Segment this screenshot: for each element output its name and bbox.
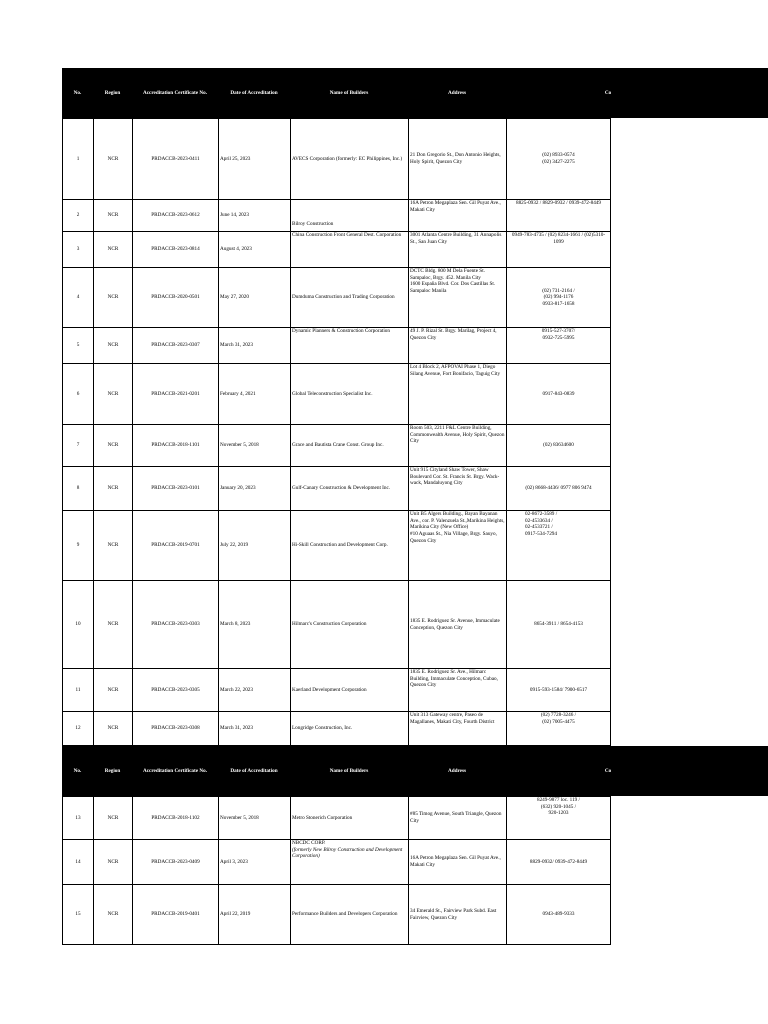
table-row	[63, 885, 611, 945]
cell-contact: 8654-3911 / 8654-4153	[507, 581, 611, 669]
cell-address: 49 J. P. Rizal St. Brgy. Marilag, Project 4, Quezon City	[409, 328, 507, 364]
cell-contact: (02) 8933-0574 (02) 3427-2275	[507, 119, 611, 200]
cell-no: 4	[63, 268, 94, 328]
cell-name: China Construction Front General Dest. Corporation	[291, 232, 409, 268]
table-row	[63, 511, 611, 581]
cell-address: Lot 4 Block 2, AFPOVAI Phase 1, Diego Silang Avenue, Fort Bonifacio, Taguig City	[409, 364, 507, 425]
cell-cert: PRDACCB-2020-0501	[133, 268, 219, 328]
table-row	[63, 581, 611, 669]
cell-date: March 31, 2023	[219, 328, 291, 364]
cell-date: January 20, 2023	[219, 467, 291, 511]
cell-cert: PRDACCB-2023-0409	[133, 840, 219, 885]
cell-name: Metro Stonerich Corporation	[291, 797, 409, 840]
table-row	[63, 268, 611, 328]
cell-contact: (02) 8668-4436/ 0977 806 9474	[507, 467, 611, 511]
cell-date: April 3, 2023	[219, 840, 291, 885]
cell-no: 11	[63, 669, 94, 712]
cell-date: March 31, 2023	[219, 712, 291, 746]
cell-contact: 0917-843-0839	[507, 364, 611, 425]
cell-cert: PRDACCB-2023-0411	[133, 119, 219, 200]
cell-address: 16A Petron Megaplaza Sen. Gil Puyat Ave., Makati City	[409, 200, 507, 232]
cell-name: Dynamic Planners & Construction Corporation	[291, 328, 409, 364]
cell-name: Longridge Construction, Inc.	[291, 712, 409, 746]
cell-no: 7	[63, 425, 94, 467]
cell-contact: 0915-527-3707/ 0932-725-5995	[507, 328, 611, 364]
cell-no: 1	[63, 119, 94, 200]
table-row	[63, 669, 611, 712]
column-header-region: Region	[104, 90, 121, 96]
cell-contact: (02) 7728-3246 / (02) 7005-4475	[507, 712, 611, 746]
cell-cert: PRDACCB-2023-0612	[133, 200, 219, 232]
cell-date: August 4, 2023	[219, 232, 291, 268]
table-row	[63, 712, 611, 746]
cell-address: Unit 915 Cityland Shaw Tower, Shaw Boulevard Cor. St. Francis St. Brgy. Wack- wack, Mandaluyong City	[409, 467, 507, 511]
builders-table-continued	[62, 796, 611, 945]
cell-address: Unit B5 Algers Building., Bayan Bayanan Ave., cor. P. Valenzuela St.,Marikina Heights, Marikina City (New Office) #10 Aguaas St., Nia Village, Brgy. Sauyo, Quezon City	[409, 511, 507, 581]
cell-no: 13	[63, 797, 94, 840]
cell-name: Bilroy Construction	[291, 200, 409, 232]
table-row	[63, 467, 611, 511]
cell-cert: PRDACCB-2018-1101	[133, 425, 219, 467]
table-row	[63, 425, 611, 467]
cell-address: 21 Don Gregorio St., Don Antonio Heights, Holy Spirit, Quezon City	[409, 119, 507, 200]
cell-contact: 0915-593-1584/ 7900-6517	[507, 669, 611, 712]
column-header-no: No.	[73, 768, 82, 774]
cell-no: 9	[63, 511, 94, 581]
cell-contact: 0949-783-4735 / (02) 8234-1661 / (02)5310-1099	[507, 232, 611, 268]
cell-address: 3001 Atlanta Centre Building, 31 Annapolis St., San Juan City	[409, 232, 507, 268]
cell-contact: (02) 731-2164 / (02) 994-1176 0933-817-1658	[507, 268, 611, 328]
cell-cert: PRDACCB-2023-0307	[133, 328, 219, 364]
cell-cert: PRDACCB-2019-0401	[133, 885, 219, 945]
column-header-date: Date of Accreditation	[230, 768, 278, 774]
cell-cert: PRDACCB-2023-0303	[133, 581, 219, 669]
cell-region: NCR	[94, 268, 133, 328]
cell-region: NCR	[94, 119, 133, 200]
cell-contact: 8829-0932/ 0939-472-8449	[507, 840, 611, 885]
cell-contact: 0943-489-9333	[507, 885, 611, 945]
cell-cert: PRDACCB-2019-0701	[133, 511, 219, 581]
cell-name-group	[291, 840, 409, 885]
cell-cert: PRDACCB-2023-0814	[133, 232, 219, 268]
cell-date: March 22, 2023	[219, 669, 291, 712]
cell-no: 15	[63, 885, 94, 945]
cell-address: DCTC Bldg. 800 M Dela Fuente St. Sampaloc, Brgy. 452. Manila City 1600 España Blvd. Cor. Dos Castillas St. Sampaloc Manila	[409, 268, 507, 328]
cell-no: 2	[63, 200, 94, 232]
cell-address: 16A Petron Megaplaza Sen. Gil Puyat Ave., Makati City	[409, 840, 507, 885]
table-header-repeat	[62, 746, 768, 796]
cell-date: November 5, 2018	[219, 425, 291, 467]
column-header-contact: Co	[604, 90, 612, 96]
cell-region: NCR	[94, 581, 133, 669]
table-row	[63, 232, 611, 268]
cell-name: NBCDC CORP.	[292, 840, 326, 846]
table-header	[62, 68, 768, 118]
cell-address: 1835 E. Rodriguez Sr. Avenue, Immaculate Conception, Quezon City	[409, 581, 507, 669]
cell-region: NCR	[94, 840, 133, 885]
cell-date: May 27, 2020	[219, 268, 291, 328]
cell-no: 8	[63, 467, 94, 511]
cell-cert: PRDACCB-2023-0308	[133, 712, 219, 746]
cell-date: November 5, 2018	[219, 797, 291, 840]
cell-contact: 8249-9877 loc. 119 / (632) 920-1045 / 920-1203	[507, 797, 611, 840]
cell-no: 6	[63, 364, 94, 425]
cell-address: 34 Emerald St., Fairview Park Subd. East Fairview, Quezon City	[409, 885, 507, 945]
cell-region: NCR	[94, 885, 133, 945]
cell-contact: (02) 83634600	[507, 425, 611, 467]
cell-region: NCR	[94, 328, 133, 364]
cell-name: Dumduma Construction and Trading Corporation	[291, 268, 409, 328]
cell-date: April 22, 2019	[219, 885, 291, 945]
cell-no: 5	[63, 328, 94, 364]
column-header-region: Region	[104, 768, 121, 774]
cell-no: 3	[63, 232, 94, 268]
cell-date: June 14, 2023	[219, 200, 291, 232]
column-header-cert: Accreditation Certificate No.	[142, 768, 207, 774]
cell-date: July 22, 2019	[219, 511, 291, 581]
cell-address: 1835 E. Rodriguez Sr. Ave., Hilmarc Building, Immaculate Conception, Cubao, Quezon City	[409, 669, 507, 712]
cell-cert: PRDACCB-2023-0101	[133, 467, 219, 511]
table-row	[63, 328, 611, 364]
table-row	[63, 119, 611, 200]
cell-name: Performance Builders and Developers Corporation	[291, 885, 409, 945]
column-header-name: Name of Builders	[329, 768, 369, 774]
table-row	[63, 797, 611, 840]
column-header-name: Name of Builders	[329, 90, 369, 96]
cell-region: NCR	[94, 511, 133, 581]
cell-name: Gulf-Canary Construction & Development Inc.	[291, 467, 409, 511]
cell-region: NCR	[94, 364, 133, 425]
cell-cert: PRDACCB-2021-0201	[133, 364, 219, 425]
cell-name: Kaerland Development Corporation	[291, 669, 409, 712]
cell-no: 12	[63, 712, 94, 746]
cell-no: 14	[63, 840, 94, 885]
cell-date: April 25, 2023	[219, 119, 291, 200]
cell-name-former: (formerly New Bilroy Construction and Development Corporation)	[292, 846, 403, 860]
cell-name: Grace and Bautista Crane Const. Group Inc.	[291, 425, 409, 467]
cell-address: #85 Timog Avenue, South Triangle, Quezon City	[409, 797, 507, 840]
cell-cert: PRDACCB-2018-1102	[133, 797, 219, 840]
column-header-address: Address	[447, 768, 467, 774]
table-row	[63, 364, 611, 425]
cell-region: NCR	[94, 200, 133, 232]
cell-contact: 02-8672-3589 / 02-4533634 / 02-4533721 / 0917-534-7294	[507, 511, 611, 581]
cell-cert: PRDACCB-2023-0305	[133, 669, 219, 712]
column-header-no: No.	[73, 90, 82, 96]
column-header-contact: Co	[604, 768, 612, 774]
table-row	[63, 200, 611, 232]
cell-date: February 4, 2021	[219, 364, 291, 425]
column-header-address: Address	[447, 90, 467, 96]
cell-region: NCR	[94, 232, 133, 268]
cell-contact: 8825-0932 / 8829-0932 / 0939-472-8449	[507, 200, 611, 232]
table-row	[63, 840, 611, 885]
cell-region: NCR	[94, 669, 133, 712]
cell-region: NCR	[94, 425, 133, 467]
cell-region: NCR	[94, 712, 133, 746]
column-header-date: Date of Accreditation	[230, 90, 278, 96]
cell-name: Hilmarc's Construction Corporation	[291, 581, 409, 669]
cell-region: NCR	[94, 467, 133, 511]
cell-name: Hi-Skill Construction and Development Corp.	[291, 511, 409, 581]
column-header-cert: Accreditation Certificate No.	[142, 90, 207, 96]
cell-name: Global Teleconstruction Specialist Inc.	[291, 364, 409, 425]
cell-address: Room 503, 2211 F&L Centre Building, Commonwealth Avenue, Holy Spirit, Quezon City	[409, 425, 507, 467]
cell-date: March 8, 2023	[219, 581, 291, 669]
cell-no: 10	[63, 581, 94, 669]
cell-region: NCR	[94, 797, 133, 840]
cell-address: Unit 313 Gateway centre, Paseo de Magallanes, Makati City, Fourth District	[409, 712, 507, 746]
builders-table	[62, 118, 611, 746]
cell-name: AVECS Corporation (formerly: EC Philippines, Inc.)	[291, 119, 409, 200]
